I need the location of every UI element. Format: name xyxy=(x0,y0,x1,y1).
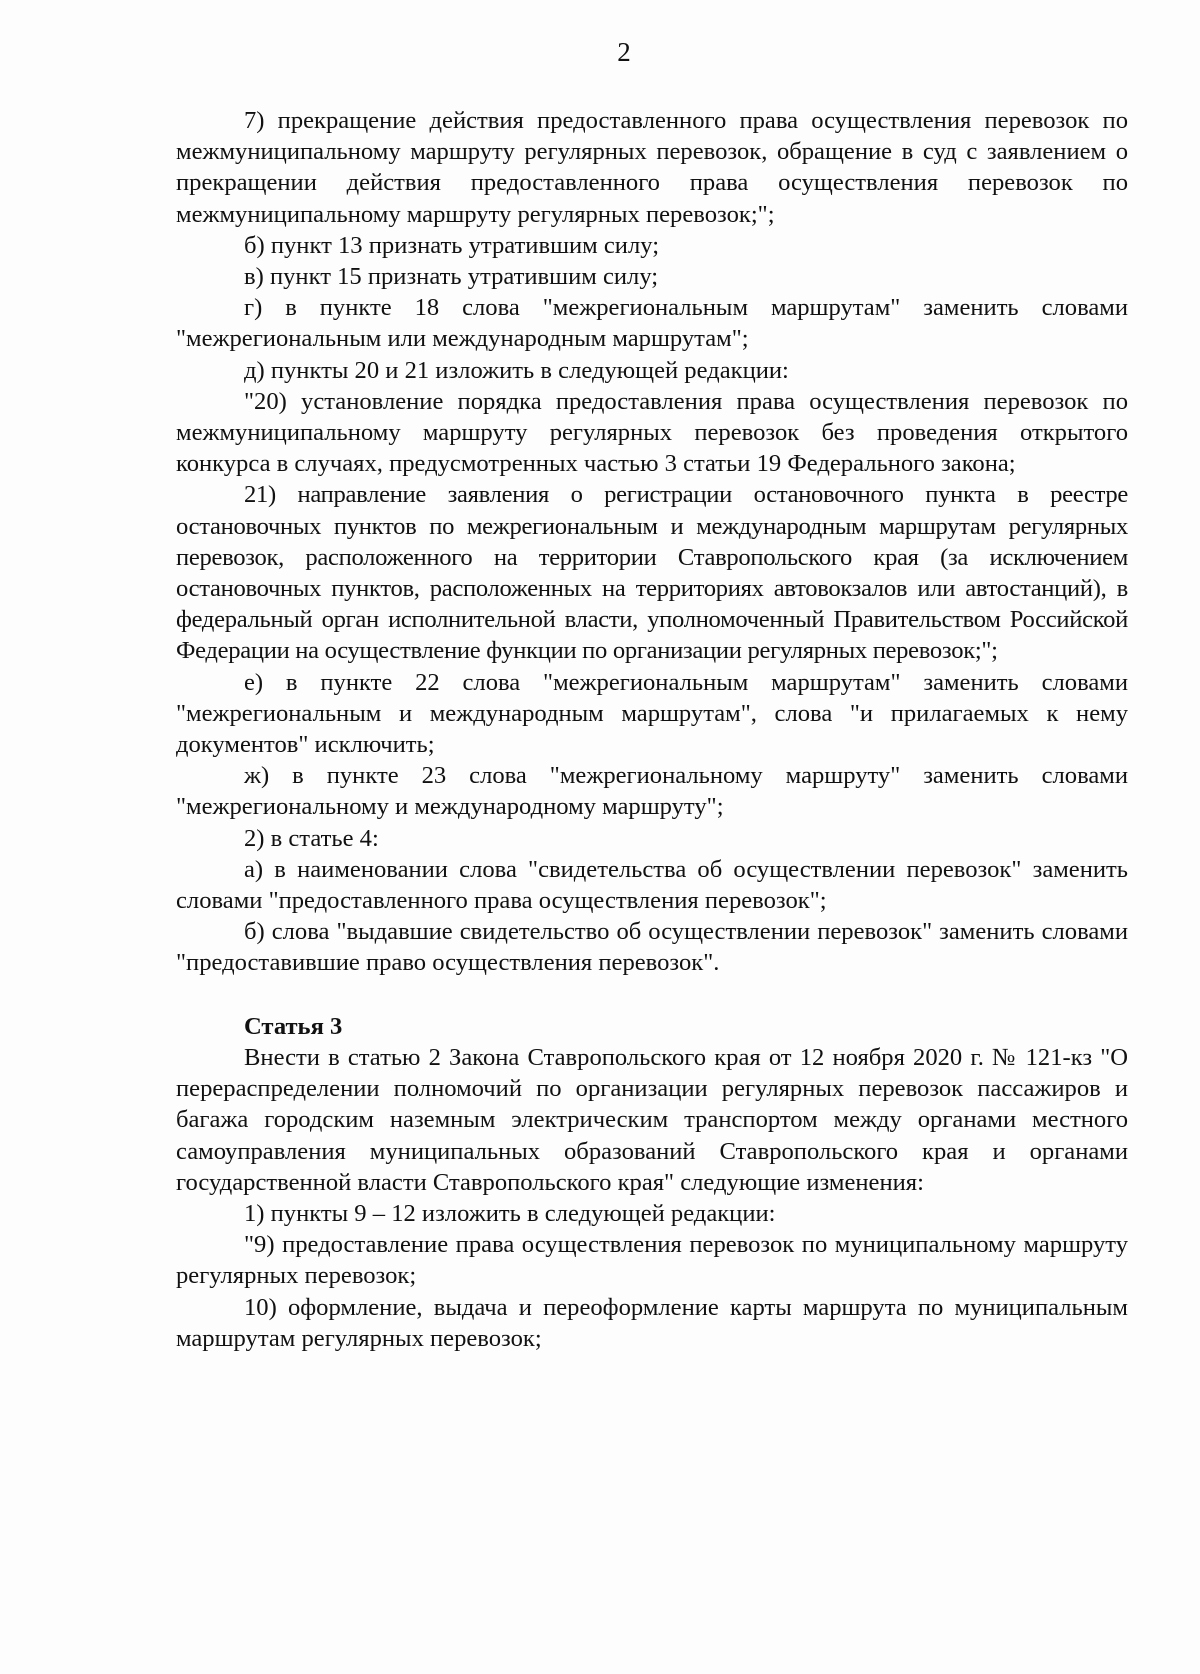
paragraph-b: б) пункт 13 признать утратившим силу; xyxy=(244,231,660,259)
paragraph-item-20: "20) установление порядка предоставления права осуществления перевозок по межмуниципальному маршруту регулярных перевозок без проведения открытого конкурса в случаях, предусмотренных частью 3 статьи 19 Федерального закона; xyxy=(176,387,1128,478)
paragraph-v: в) пункт 15 признать утратившим силу; xyxy=(244,263,659,291)
paragraph-a: а) в наименовании слова "свидетельства об осуществлении перевозок" заменить словами "предоставленного права осуществления перевозок"; xyxy=(176,855,1128,915)
paragraph-article-4: 2) в статье 4: xyxy=(244,824,379,852)
article-paragraph-1: 1) пункты 9 – 12 изложить в следующей редакции: xyxy=(244,1199,776,1227)
article-paragraph-9: "9) предоставление права осуществления перевозок по муниципальному маршруту регулярных перевозок; xyxy=(176,1231,1128,1290)
paragraph-d: д) пункты 20 и 21 изложить в следующей редакции: xyxy=(244,356,789,384)
article-paragraph-10: 10) оформление, выдача и переоформление карты маршрута по муниципальным маршрутам регулярных перевозок; xyxy=(176,1293,1128,1352)
article-intro-paragraph: Внести в статью 2 Закона Ставропольского края от 12 ноября 2020 г. № 121-кз "О перераспределении полномочий по организации регулярных перевозок пассажиров и багажа городским наземным электрическим транспортом между органами местного самоуправления муниципальных образований Ставропольского края и органами государственной власти Ставропольского края" следующие изменения: xyxy=(176,1043,1128,1196)
paragraph-item-21: 21) направление заявления о регистрации остановочного пункта в реестре остановочных пунктов по межрегиональным и международным маршрутам регулярных перевозок, расположенного на территории Ставропольского края (за исключением остановочных пунктов, расположенных на территориях автовокзалов или автостанций), в федеральный орган исполнительной власти, уполномоченный Правительством Российской Федерации на осуществление функции по организации регулярных перевозок;"; xyxy=(176,481,1128,665)
document-body xyxy=(176,105,1128,1354)
paragraph-zh: ж) в пункте 23 слова "межрегиональному маршруту" заменить словами "межрегиональному и международному маршруту"; xyxy=(176,762,1128,821)
paragraph-b-2: б) слова "выдавшие свидетельство об осуществлении перевозок" заменить словами "предоставившие право осуществления перевозок". xyxy=(176,918,1128,977)
paragraph-e: е) в пункте 22 слова "межрегиональным маршрутам" заменить словами "межрегиональным и международным маршрутам", слова "и прилагаемых к нему документов" исключить; xyxy=(176,668,1128,759)
paragraph-item-7: 7) прекращение действия предоставленного права осуществления перевозок по межмуниципальному маршруту регулярных перевозок, обращение в суд с заявлением о прекращении действия предоставленного права осуществления перевозок по межмуниципальному маршруту регулярных перевозок;"; xyxy=(176,107,1128,228)
page-number: 2 xyxy=(617,37,631,67)
paragraph-g: г) в пункте 18 слова "межрегиональным маршрутам" заменить словами "межрегиональным или международным маршрутам"; xyxy=(176,294,1128,353)
article-heading: Статья 3 xyxy=(244,1012,343,1040)
